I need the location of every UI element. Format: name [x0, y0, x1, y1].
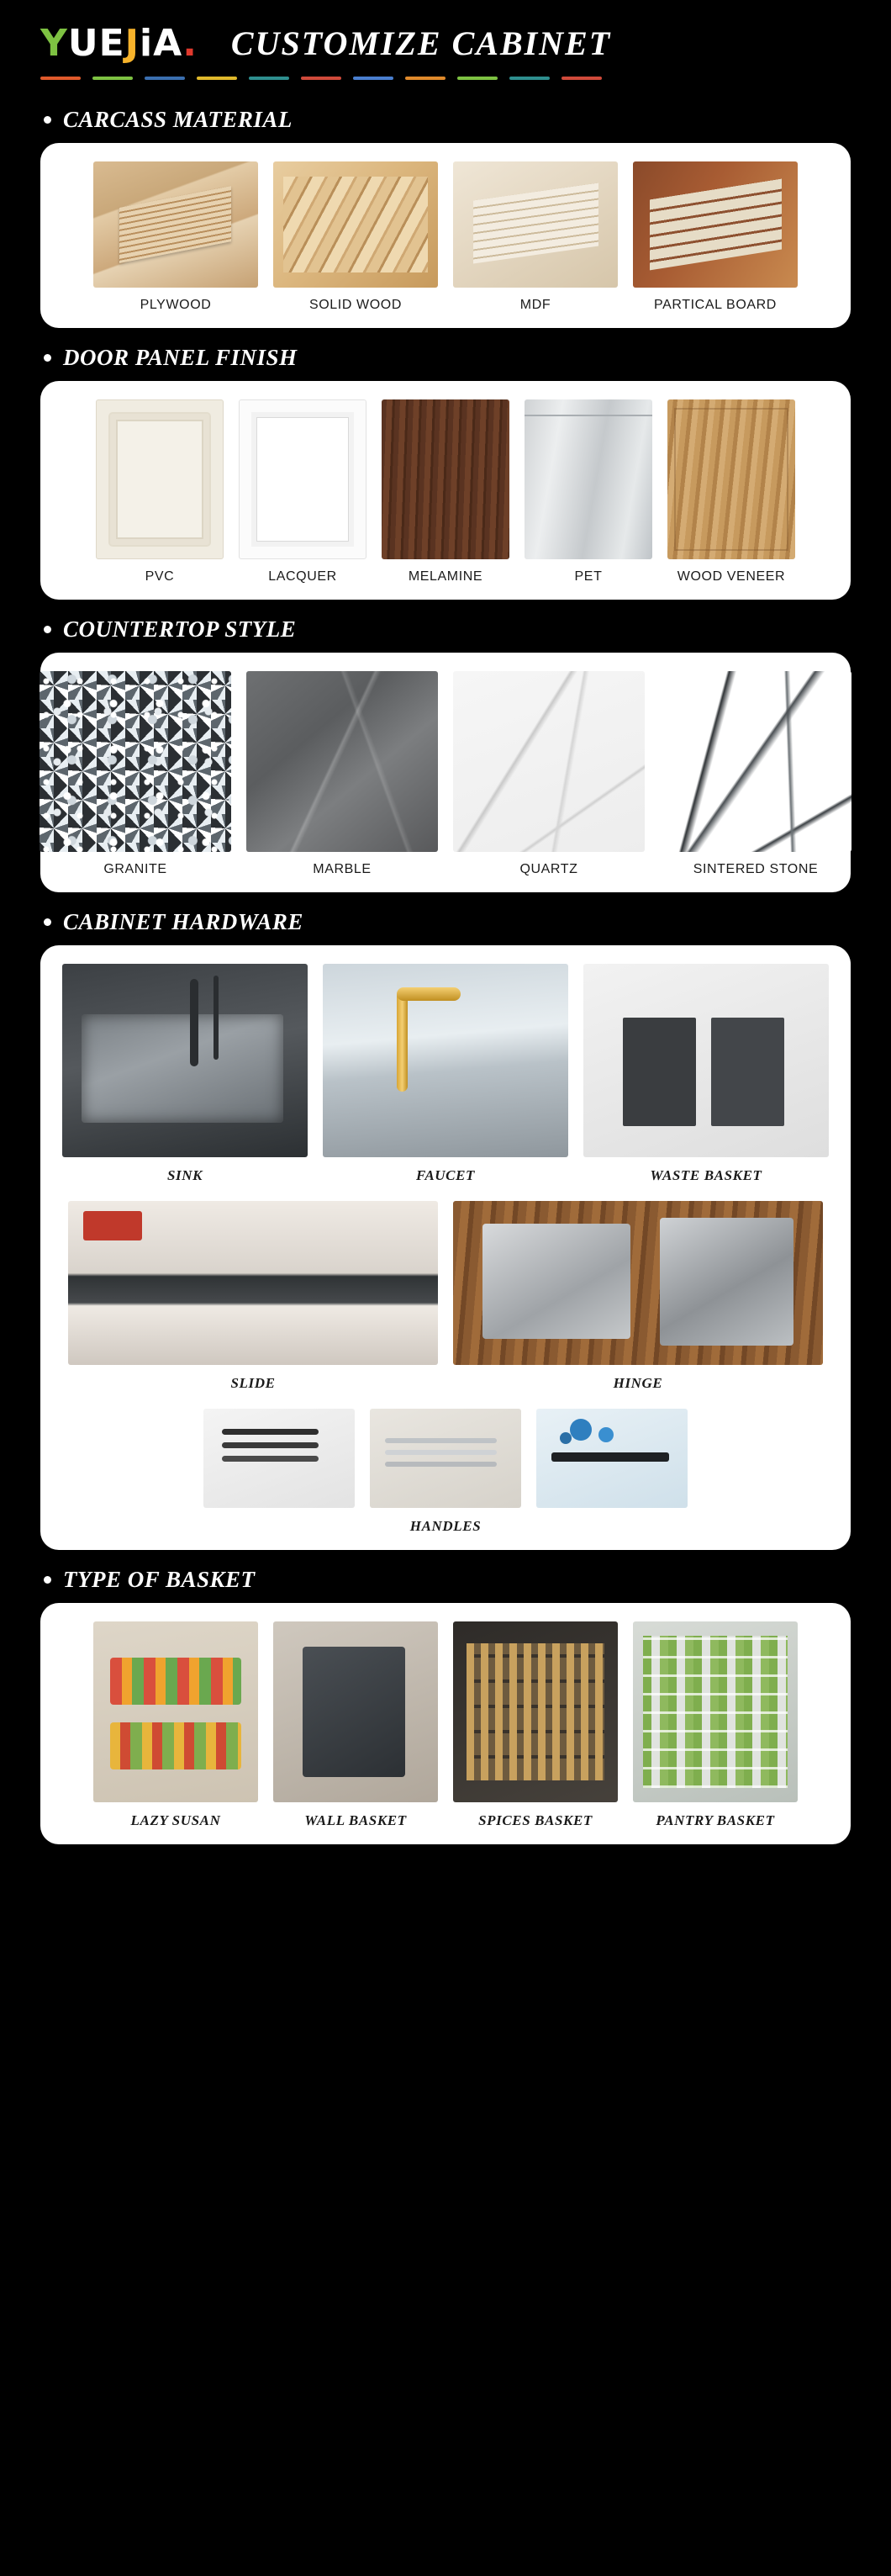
pvc-image	[96, 399, 224, 559]
section-label: CARCASS MATERIAL	[63, 107, 293, 132]
section-countertop-style	[0, 605, 891, 892]
dash-5	[249, 77, 289, 80]
logo-letter-i: i	[140, 21, 154, 65]
option-label: LACQUER	[268, 569, 337, 584]
dash-10	[509, 77, 550, 80]
hinge-image	[453, 1201, 823, 1365]
option-handles-matte[interactable]	[536, 1409, 688, 1508]
hardware-row-1	[57, 964, 834, 1184]
logo-dot-icon: .	[182, 21, 198, 65]
plywood-image	[93, 161, 258, 288]
logo-letter-e: E	[98, 21, 125, 65]
option-label: SINK	[166, 1167, 203, 1183]
dash-6	[301, 77, 341, 80]
logo-letter-u: U	[67, 21, 99, 65]
hardware-row-2	[57, 1201, 834, 1392]
option-label: SINTERED STONE	[693, 862, 819, 876]
option-label: SOLID WOOD	[308, 298, 402, 312]
countertop-row	[57, 671, 834, 877]
sintered-stone-image	[660, 671, 851, 852]
bullet-icon	[44, 918, 51, 926]
option-label: MARBLE	[313, 862, 372, 876]
section-door-panel-finish	[0, 333, 891, 600]
option-label: FAUCET	[415, 1167, 476, 1183]
pantry-basket-image	[633, 1621, 798, 1802]
option-label: WALL BASKET	[304, 1812, 407, 1828]
dash-8	[405, 77, 446, 80]
carcass-card	[40, 143, 851, 328]
logo-letter-y: Y	[40, 21, 68, 65]
option-wood-veneer[interactable]	[667, 399, 795, 584]
section-label: TYPE OF BASKET	[63, 1567, 256, 1592]
option-wall-basket[interactable]	[273, 1621, 438, 1829]
hardware-row-3	[57, 1409, 834, 1508]
option-label: MELAMINE	[408, 569, 483, 584]
option-pet[interactable]	[525, 399, 652, 584]
dash-7	[353, 77, 393, 80]
marble-image	[246, 671, 438, 852]
section-heading	[0, 95, 891, 143]
pet-image	[525, 399, 652, 559]
dash-3	[145, 77, 185, 80]
dash-11	[561, 77, 602, 80]
option-label: LAZY SUSAN	[130, 1812, 221, 1828]
option-hinge[interactable]	[453, 1201, 823, 1392]
option-label: PLYWOOD	[140, 298, 212, 312]
option-label: QUARTZ	[519, 862, 578, 876]
section-label: COUNTERTOP STYLE	[63, 616, 297, 642]
slide-image	[68, 1201, 438, 1365]
option-label: PVC	[145, 569, 175, 584]
option-spices-basket[interactable]	[453, 1621, 618, 1829]
bullet-icon	[44, 116, 51, 124]
wood-veneer-image	[667, 399, 795, 559]
solid-wood-image	[273, 161, 438, 288]
sink-image	[62, 964, 308, 1157]
handles-label: HANDLES	[409, 1518, 482, 1534]
option-lacquer[interactable]	[239, 399, 366, 584]
door-panel-row	[57, 399, 834, 584]
option-label: GRANITE	[103, 862, 167, 876]
brand-logo	[40, 21, 198, 65]
color-dash-divider	[0, 71, 891, 95]
option-handles-black[interactable]	[203, 1409, 355, 1508]
section-cabinet-hardware	[0, 897, 891, 1550]
bullet-icon	[44, 354, 51, 362]
option-label: PARTICAL BOARD	[654, 298, 777, 312]
steel-handles-image	[370, 1409, 521, 1508]
basket-card	[40, 1603, 851, 1844]
wall-basket-image	[273, 1621, 438, 1802]
bullet-icon	[44, 1576, 51, 1584]
option-quartz[interactable]	[453, 671, 645, 877]
option-solid-wood[interactable]	[273, 161, 438, 313]
dash-2	[92, 77, 133, 80]
mdf-image	[453, 161, 618, 288]
section-heading	[0, 1555, 891, 1603]
door-panel-card	[40, 381, 851, 600]
lazy-susan-image	[93, 1621, 258, 1802]
section-type-of-basket	[0, 1555, 891, 1844]
option-label: MDF	[519, 298, 551, 312]
section-heading	[0, 897, 891, 945]
countertop-card	[40, 653, 851, 892]
option-granite[interactable]	[40, 671, 231, 877]
option-partical-board[interactable]	[633, 161, 798, 313]
option-waste-basket[interactable]	[583, 964, 829, 1184]
cabinet-hardware-card	[40, 945, 851, 1550]
spices-basket-image	[453, 1621, 618, 1802]
page-header	[0, 0, 891, 71]
option-slide[interactable]	[68, 1201, 438, 1392]
option-label: PET	[574, 569, 603, 584]
carcass-row	[57, 161, 834, 313]
option-marble[interactable]	[246, 671, 438, 877]
section-heading	[0, 605, 891, 653]
logo-letter-j: J	[124, 21, 140, 65]
option-label: WOOD VENEER	[677, 569, 786, 584]
section-label: CABINET HARDWARE	[63, 909, 303, 934]
option-melamine[interactable]	[382, 399, 509, 584]
option-handles-steel[interactable]	[370, 1409, 521, 1508]
section-carcass-material	[0, 95, 891, 328]
option-label: SPICES BASKET	[478, 1812, 593, 1828]
option-label: WASTE BASKET	[650, 1167, 762, 1183]
section-heading	[0, 333, 891, 381]
option-label: PANTRY BASKET	[656, 1812, 775, 1828]
option-pvc[interactable]	[96, 399, 224, 584]
dash-1	[40, 77, 81, 80]
dash-9	[457, 77, 498, 80]
melamine-image	[382, 399, 509, 559]
section-label: DOOR PANEL FINISH	[63, 345, 298, 370]
black-handles-image	[203, 1409, 355, 1508]
waste-basket-image	[583, 964, 829, 1157]
logo-letter-a: A	[153, 21, 183, 65]
option-mdf[interactable]	[453, 161, 618, 313]
lacquer-image	[239, 399, 366, 559]
basket-row	[57, 1621, 834, 1829]
quartz-image	[453, 671, 645, 852]
dash-4	[197, 77, 237, 80]
page-title: CUSTOMIZE CABINET	[230, 24, 612, 62]
granite-image	[40, 671, 231, 852]
option-label: SLIDE	[230, 1375, 276, 1391]
bullet-icon	[44, 626, 51, 633]
option-plywood[interactable]	[93, 161, 258, 313]
matte-black-handle-image	[536, 1409, 688, 1508]
option-faucet[interactable]	[323, 964, 568, 1184]
particle-board-image	[633, 161, 798, 288]
option-pantry-basket[interactable]	[633, 1621, 798, 1829]
option-sintered-stone[interactable]	[660, 671, 851, 877]
option-lazy-susan[interactable]	[93, 1621, 258, 1829]
faucet-image	[323, 964, 568, 1157]
option-sink[interactable]	[62, 964, 308, 1184]
option-label: HINGE	[613, 1375, 663, 1391]
